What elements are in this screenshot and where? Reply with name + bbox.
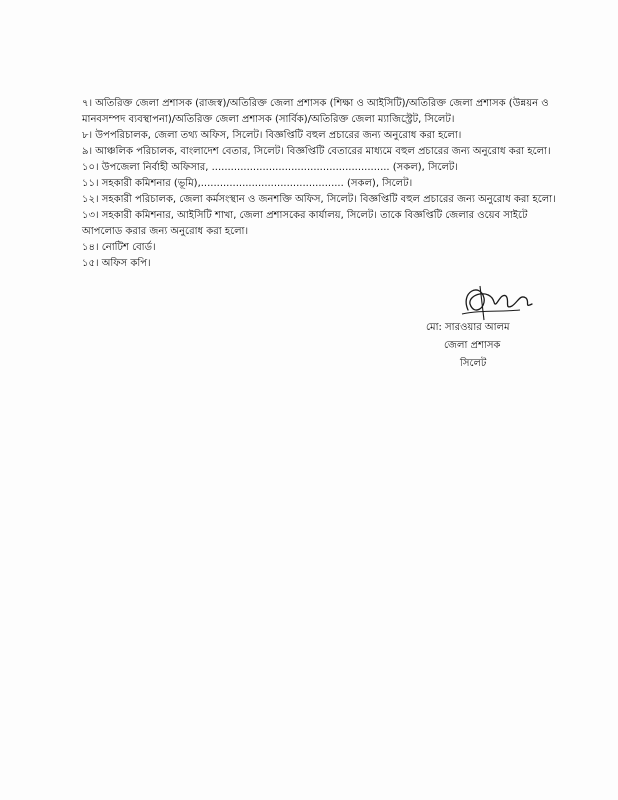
list-item: ১৩। সহকারী কমিশনার, আইসিটি শাখা, জেলা প্রশাসকের কার্যালয়, সিলেট। তাকে বিজ্ঞপ্তিটি জেলার ওয়েব সাইটে আপলোড করার জন্য অনুরোধ করা হলো।	[82, 210, 528, 237]
list-item: ১৪। নোটিশ বোর্ড।	[82, 242, 156, 253]
signature-block	[400, 280, 560, 390]
list-item: ১২। সহকারী পরিচালক, জেলা কর্মসংস্থান ও জনশক্তি অফিস, সিলেট। বিজ্ঞপ্তিটি বহুল প্রচারের জন্য অনুরোধ করা হলো।	[82, 194, 556, 205]
list-item: ৮। উপপরিচালক, জেলা তথ্য অফিস, সিলেট। বিজ্ঞপ্তিটি বহুল প্রচারের জন্য অনুরোধ করা হলো।	[82, 130, 462, 141]
list-item: ৭। অতিরিক্ত জেলা প্রশাসক (রাজস্ব)/অতিরিক্ত জেলা প্রশাসক (শিক্ষা ও আইসিটি)/অতিরিক্ত জেলা প্রশাসক (উন্নয়ন ও মানবসম্পদ ব্যবস্থাপনা)/অতিরিক্ত জেলা প্রশাসক (সার্বিক)/অতিরিক্ত জেলা ম্যাজিস্ট্রেট, সিলেট।	[82, 98, 549, 125]
handwritten-signature	[450, 280, 540, 325]
signatory-place: সিলেট	[460, 358, 487, 369]
distribution-list	[82, 96, 562, 272]
list-item: ১০। উপজেলা নির্বাহী অফিসার, ........................................................ (সকল), সিলেট।	[82, 162, 458, 173]
list-item: ১১। সহকারী কমিশনার (ভূমি),............................................. (সকল), সিলেট।	[82, 178, 413, 189]
signatory-name: মো: সারওয়ার আলম	[426, 322, 510, 333]
signatory-title: জেলা প্রশাসক	[444, 340, 501, 351]
list-item: ৯। আঞ্চলিক পরিচালক, বাংলাদেশ বেতার, সিলেট। বিজ্ঞপ্তিটি বেতারের মাধ্যমে বহুল প্রচারের জন্য অনুরোধ করা হলো।	[82, 146, 551, 157]
list-item: ১৫। অফিস কপি।	[82, 258, 151, 269]
